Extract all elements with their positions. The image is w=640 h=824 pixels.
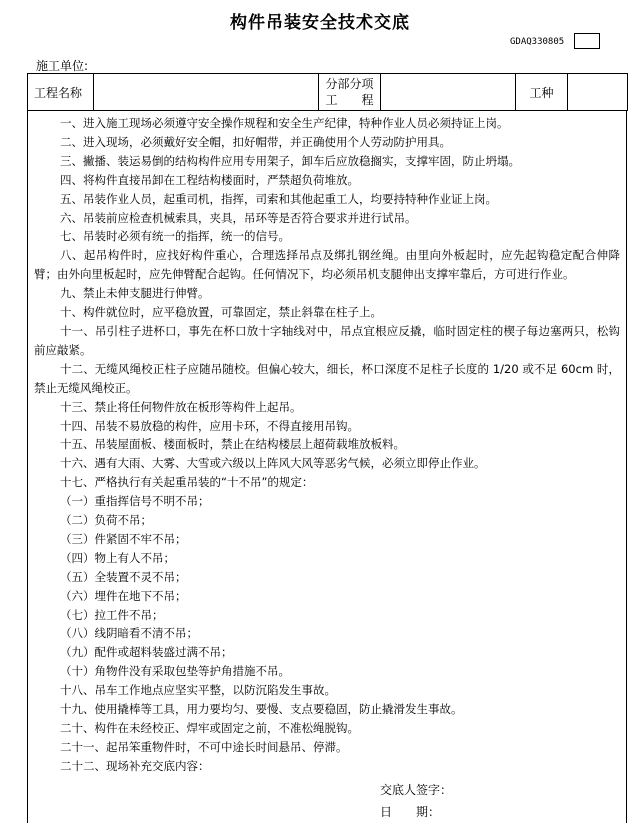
list-item: 十三、禁止将任何物件放在板形等构件上起吊。 (60, 399, 302, 414)
sub-project-label-line2: 工 程 (325, 93, 374, 107)
list-item: 十二、无缆风绳校正柱子应随吊随校。但偏心较大，细长，杯口深度不足柱子长度的 1/20 或不足 60cm 时，禁止无缆风绳校正。 (34, 361, 620, 395)
ten-no-lift-item: （一）重指挥信号不明不吊； (60, 494, 210, 509)
list-item: 十四、吊装不易放稳的构件，应用卡环，不得直接用吊钩。 (60, 418, 359, 433)
ten-no-lift-item: （二）负荷不吊； (60, 513, 152, 528)
ten-no-lift-item: （三）件紧固不牢不吊； (60, 531, 187, 546)
list-item: 五、吊装作业人员，起重司机，指挥，司索和其他起重工人，均要持特种作业证上岗。 (60, 191, 497, 206)
list-item: 六、吊装前应检查机械索具，夹具，吊环等是否符合要求并进行试吊。 (60, 210, 417, 225)
document-code: GDAQ330805 (510, 37, 565, 47)
list-item: 十九、使用撬棒等工具，用力要均匀、要慢、支点要稳固，防止撬滑发生事故。 (60, 702, 463, 717)
list-item: 十、构件就位时，应平稳放置，可靠固定，禁止斜靠在柱子上。 (60, 305, 382, 320)
project-name-field[interactable] (94, 74, 319, 111)
ten-no-lift-item: （四）物上有人不吊； (60, 550, 175, 565)
list-item: 十七、严格执行有关起重吊装的“十不吊”的规定： (60, 475, 314, 490)
code-suffix-box[interactable] (574, 33, 600, 49)
ten-no-lift-item: （六）埋件在地下不吊； (60, 588, 187, 603)
list-item: 十五、吊装屋面板、楼面板时，禁止在结构楼层上超荷载堆放板料。 (60, 437, 405, 452)
sub-project-field[interactable] (381, 74, 516, 111)
document-title: 构件吊装安全技术交底 (230, 13, 410, 33)
list-item: 三、撇播、装运易倒的结构构件应用专用架子，卸车后应放稳搁实，支撑牢固，防止坍塌。 (60, 153, 520, 168)
ten-no-lift-item: （九）配件或超料装盛过满不吊； (60, 645, 233, 660)
ten-no-lift-item: （七）拉工件不吊； (60, 607, 164, 622)
sub-project-label-line1: 分部分项 (325, 77, 374, 91)
instruction-body (34, 114, 620, 776)
project-name-label: 工程名称 (28, 74, 94, 111)
list-item: 十八、吊车工作地点应坚实平整，以防沉陷发生事故。 (60, 683, 336, 698)
list-item: 二、进入现场，必须戴好安全帽，扣好帽带，并正确使用个人劳动防护用具。 (60, 134, 451, 149)
list-item: 十一、吊引柱子进杯口，事先在杯口放十字轴线对中，吊点宜根应反撬，临时固定柱的楔子每边塞两只，松钩前应敲紧。 (34, 323, 620, 357)
list-item: 一、进入施工现场必须遵守安全操作规程和安全生产纪律，特种作业人员必须持证上岗。 (60, 116, 509, 130)
ten-no-lift-item: （八）线阴暗看不清不吊； (60, 626, 198, 641)
trade-label: 工种 (516, 74, 568, 111)
ten-no-lift-item: （五）全装置不灵不吊； (60, 569, 187, 584)
signer-label: 交底人签字： (380, 783, 453, 797)
ten-no-lift-item: （十）角物件没有采取包垫等护角措施不吊。 (60, 664, 290, 679)
trade-field[interactable] (568, 74, 628, 111)
list-item: 四、将构件直接吊卸在工程结构楼面时，严禁超负荷堆放。 (60, 172, 359, 187)
header-table (27, 73, 628, 111)
list-item: 二十、构件在未经校正、焊牢或固定之前，不准松绳脱钩。 (60, 721, 359, 735)
list-item: 九、禁止未伸支腿进行伸臂。 (60, 286, 210, 301)
construction-unit-label: 施工单位: (36, 59, 89, 73)
list-item: 二十一、起吊笨重物件时，不可中途长时间悬吊、停滞。 (60, 739, 348, 754)
date-label: 日 期： (380, 805, 441, 819)
list-item: 二十二、现场补充交底内容： (60, 758, 210, 773)
list-item: 八、起吊构件时，应找好构件重心，合理选择吊点及绑扎钢丝绳。由里向外板起时，应先起钩稳定配合伸降臂；由外向里板起时，应先伸臂配合起钩。任何情况下，均必须吊机支腿伸出支撑牢靠后，方可进行作业。 (34, 248, 620, 282)
list-item: 十六、遇有大雨、大雾、大雪或六级以上阵风大风等恶劣气候，必须立即停止作业。 (60, 456, 486, 471)
list-item: 七、吊装时必须有统一的指挥，统一的信号。 (60, 229, 290, 244)
sub-project-label (319, 74, 381, 111)
